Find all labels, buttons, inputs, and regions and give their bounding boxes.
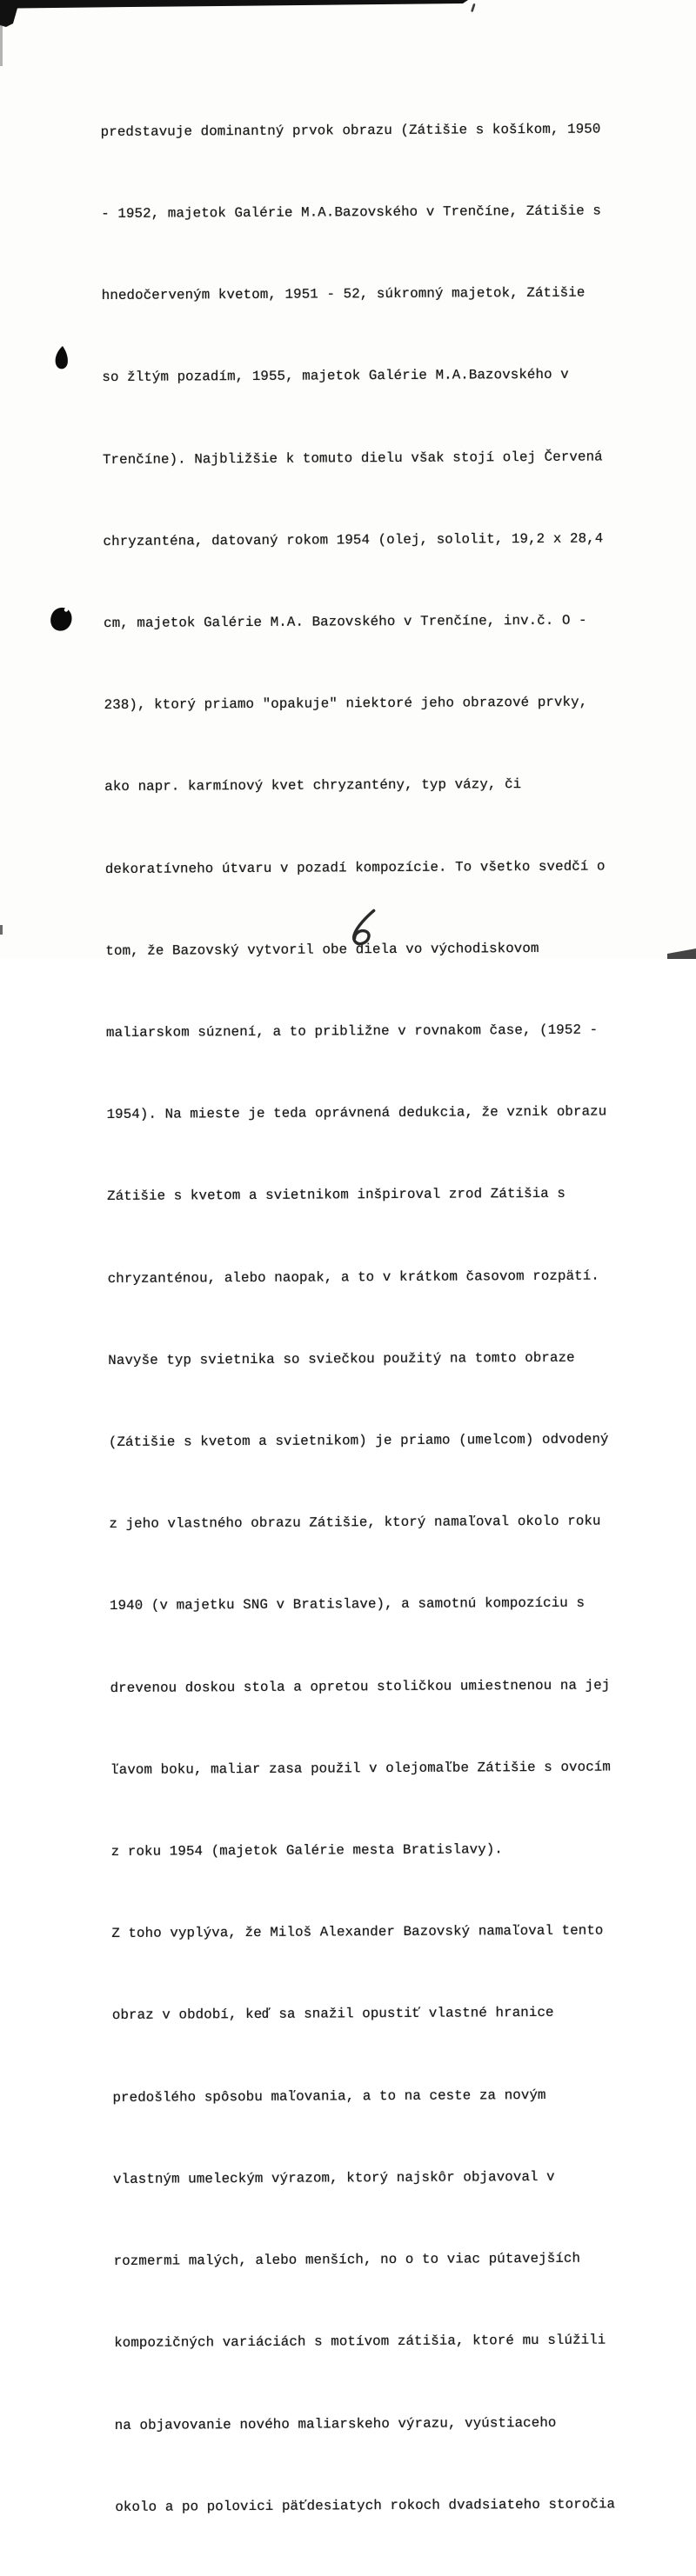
scan-artifact-top-tick <box>471 3 476 12</box>
scan-artifact-bottom-left <box>0 925 3 935</box>
text-line: 1940 (v majetku SNG v Bratislave), a samotnú kompozíciu s <box>109 1595 586 1614</box>
text-line: tom, že Bazovský vytvoril obe diela vo východiskovom <box>105 940 539 959</box>
text-line: chryzanténou, alebo naopak, a to v krátkom časovom rozpätí. <box>107 1268 599 1287</box>
text-line: dekoratívneho útvaru v pozadí kompozície. To všetko svedčí o <box>104 858 606 877</box>
text-line: predošlého spôsobu maľovania, a to na ceste za novým <box>112 2087 546 2106</box>
text-line: z roku 1954 (majetok Galérie mesta Bratislavy). <box>110 1841 504 1860</box>
scan-artifact-bottom-right <box>667 949 696 959</box>
text-line: (Zátišie s kvetom a svietnikom) je priamo (umelcom) odvodený <box>108 1431 609 1451</box>
text-line: obraz v období, keď sa snažil opustiť vlastné hranice <box>111 2005 554 2024</box>
text-line: z jeho vlastného obrazu Zátišie, ktorý namaľoval okolo roku <box>109 1513 601 1533</box>
text-line: okolo a po polovici päťdesiatych rokoch dvadsiateho storočia <box>115 2496 616 2515</box>
text-line: ako napr. karmínový kvet chryzantény, typ vázy, či <box>104 776 522 795</box>
text-line: hnedočerveným kvetom, 1951 - 52, súkromný majetok, Zátišie <box>101 284 586 304</box>
text-line: cm, majetok Galérie M.A. Bazovského v Trenčíne, inv.č. O - <box>104 612 587 632</box>
text-line: chryzanténa, datovaný rokom 1954 (olej, sololit, 19,2 x 28,4 <box>103 530 604 549</box>
text-line: predstavuje dominantný prvok obrazu (Zátišie s košíkom, 1950 <box>100 121 601 140</box>
typewritten-text-block <box>100 61 638 2576</box>
text-line: drevenou doskou stola a opretou stoličkou umiestnenou na jej <box>110 1677 611 1696</box>
text-line: rozmermi malých, alebo menších, no o to viac pútavejších <box>113 2250 581 2270</box>
text-line: ľavom boku, maliar zasa použil v olejomaľbe Zátišie s ovocím <box>110 1759 611 1778</box>
text-line: 238), ktorý priamo "opakuje" niektoré jeho obrazové prvky, <box>104 694 588 714</box>
scan-artifact-top-edge <box>0 0 468 66</box>
text-line: - 1952, majetok Galérie M.A.Bazovského v Trenčíne, Zátišie s <box>101 203 602 223</box>
text-line: maliarskom súznení, a to približne v rovnakom čase, (1952 - <box>105 1022 599 1042</box>
text-line: Trenčíne). Najbližšie k tomuto dielu však stojí olej Červená <box>102 449 603 468</box>
text-line: so žltým pozadím, 1955, majetok Galérie M.A.Bazovského v <box>102 367 569 386</box>
text-line: Navyše typ svietnika so sviečkou použitý na tomto obraze <box>108 1349 575 1368</box>
ink-blob-round <box>50 608 71 631</box>
text-line: 1954). Na mieste je teda oprávnená dedukcia, že vznik obrazu <box>106 1103 607 1123</box>
handwritten-page-number <box>347 908 378 948</box>
text-line: Z toho vyplýva, že Miloš Alexander Bazovský namaľoval tento <box>111 1922 604 1942</box>
text-line: vlastným umeleckým výrazom, ktorý najskôr objavoval v <box>112 2168 555 2187</box>
text-line: na objavovanie nového maliarskeho výrazu, vyústiaceho <box>114 2414 557 2433</box>
text-line: Zátišie s kvetom a svietnikom inšpiroval zrod Zátišia s <box>107 1186 566 1205</box>
ink-blob-teardrop <box>56 346 68 369</box>
text-line: kompozičných variáciách s motívom zátišia, ktoré mu slúžili <box>114 2332 606 2352</box>
